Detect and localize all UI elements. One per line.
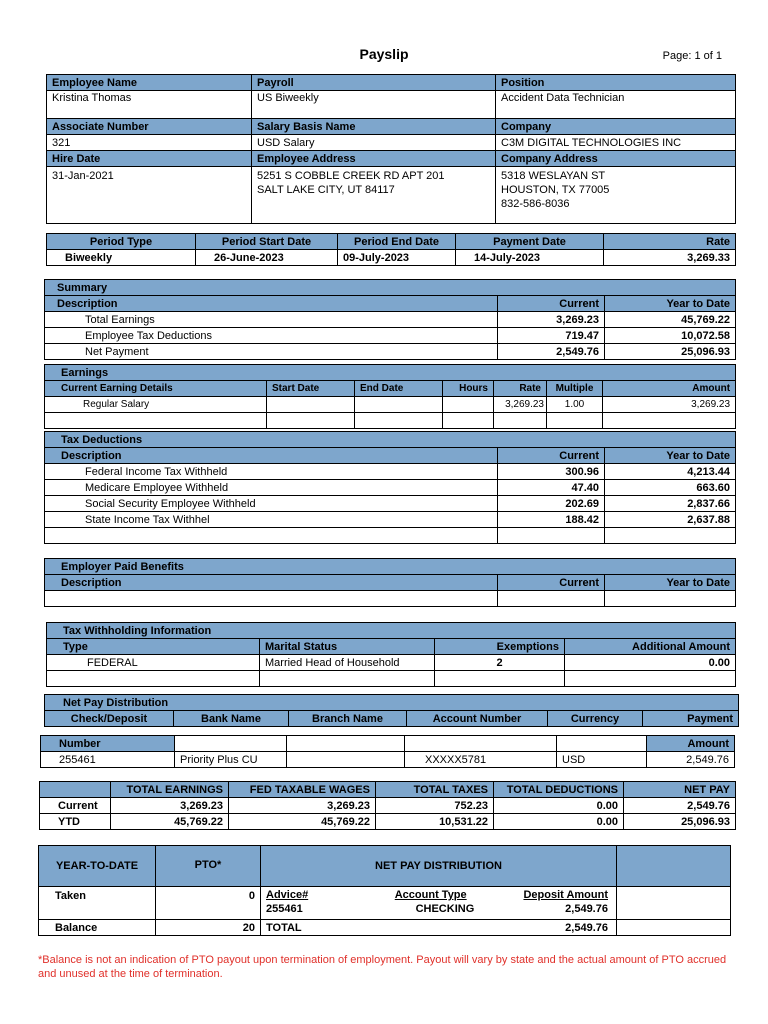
benefits-table [44,558,736,607]
period-start-header: Period Start Date [196,234,338,250]
withholding-exemptions-value: 2 [435,655,565,671]
summary-section-title: Summary [45,280,736,296]
company-address-line-1: 5318 WESLAYAN ST [501,170,606,182]
total-earnings-header: TOTAL EARNINGS [111,782,229,798]
total-taxes-header: TOTAL TAXES [376,782,494,798]
label-employee-address: Employee Address [252,151,496,167]
netpay-blank-cell [557,736,647,752]
total-deductions-header: TOTAL DEDUCTIONS [494,782,624,798]
withholding-exemptions-header: Exemptions [435,639,565,655]
label-associate-number: Associate Number [47,119,252,135]
summary-row-current: 719.47 [498,328,605,344]
earnings-start-header: Start Date [267,381,355,397]
tax-deductions-table [44,431,736,544]
period-start-value: 26-June-2023 [196,250,338,266]
period-end-value: 09-July-2023 [338,250,456,266]
period-end-header: Period End Date [338,234,456,250]
advice-header: Advice# [266,889,309,901]
period-type-value: Biweekly [47,250,196,266]
total-value: 2,549.76 [565,921,608,934]
employee-address-line-2: SALT LAKE CITY, UT 84117 [257,184,395,196]
ytd-pto-table [38,845,731,936]
totals-row-label: Current [40,798,111,814]
tax-row-current: 47.40 [498,480,605,496]
company-value: C3M DIGITAL TECHNOLOGIES INC [496,135,736,151]
distribution-details [261,887,617,920]
netpay-bank-value: Priority Plus CU [175,752,287,768]
ytd-blank-cell [617,887,731,920]
associate-number: 321 [47,135,252,151]
label-company: Company [496,119,736,135]
withholding-section-title: Tax Withholding Information [47,623,736,639]
benefits-section-title: Employer Paid Benefits [45,559,736,575]
pto-footnote: *Balance is not an indication of PTO payout upon termination of employment. Payout will vary by state and the actual amount of PTO accrued and unused at the time of termination. [38,954,727,980]
summary-row-label: Net Payment [45,344,498,360]
withholding-empty-cell [565,671,736,687]
netpay-currency-value: USD [557,752,647,768]
withholding-empty-cell [435,671,565,687]
tax-row-label: Federal Income Tax Withheld [45,464,498,480]
totals-deductions-value: 0.00 [494,814,624,830]
summary-row-current: 3,269.23 [498,312,605,328]
netpay-currency-header: Currency [548,711,643,727]
netpay-payment-value: 2,549.76 [647,752,735,768]
pto-header: PTO* [156,846,261,887]
tax-empty-cell [45,528,498,544]
tax-empty-cell [605,528,736,544]
netpay-blank-cell [287,736,405,752]
account-type-header: Account Type [394,889,467,901]
earnings-row-label: Regular Salary [45,397,267,413]
earnings-row-rate: 3,269.23 [494,397,547,413]
label-payroll: Payroll [252,75,496,91]
netpay-check-header: Check/Deposit [45,711,174,727]
totals-table [39,781,736,830]
earnings-details-header: Current Earning Details [45,381,267,397]
ytd-header: YEAR-TO-DATE [39,846,156,887]
tax-current-header: Current [498,448,605,464]
earnings-row-start [267,397,355,413]
summary-current-header: Current [498,296,605,312]
label-company-address: Company Address [496,151,736,167]
netpay-section-title: Net Pay Distribution [45,695,739,711]
position-value: Accident Data Technician [496,91,736,119]
tax-row-ytd: 2,637.88 [605,512,736,528]
withholding-marital-value: Married Head of Household [260,655,435,671]
tax-row-current: 202.69 [498,496,605,512]
withholding-type-header: Type [47,639,260,655]
netpay-branch-header: Branch Name [289,711,407,727]
company-address [496,167,736,224]
payment-date-value: 14-July-2023 [456,250,604,266]
earnings-amount-header: Amount [603,381,736,397]
netpay-detail-table [40,735,735,768]
totals-taxes-value: 10,531.22 [376,814,494,830]
payment-date-header: Payment Date [456,234,604,250]
benefits-current-header: Current [498,575,605,591]
benefits-empty-cell [605,591,736,607]
totals-earnings-value: 45,769.22 [111,814,229,830]
employee-name: Kristina Thomas [47,91,252,119]
netpay-blank-cell [405,736,557,752]
netpay-number-header: Number [41,736,175,752]
period-table [46,233,736,266]
tax-description-header: Description [45,448,498,464]
earnings-empty-cell [547,413,603,429]
netpay-account-value: XXXXX5781 [405,752,557,768]
tax-row-label: State Income Tax Withhel [45,512,498,528]
deposit-amount-value: 2,549.76 [565,903,608,915]
totals-net-pay-value: 25,096.93 [624,814,736,830]
company-address-line-2: HOUSTON, TX 77005 [501,184,610,196]
ytd-blank-cell [617,920,731,936]
summary-row-label: Total Earnings [45,312,498,328]
tax-ytd-header: Year to Date [605,448,736,464]
pto-taken-value: 0 [156,887,261,920]
earnings-empty-cell [603,413,736,429]
netpay-blank-cell [175,736,287,752]
withholding-additional-header: Additional Amount [565,639,736,655]
pto-taken-label: Taken [39,887,156,920]
label-position: Position [496,75,736,91]
employee-address-line-1: 5251 S COBBLE CREEK RD APT 201 [257,170,445,182]
page-number: Page: 1 of 1 [662,50,722,62]
payroll-value: US Biweekly [252,91,496,119]
rate-value: 3,269.33 [604,250,736,266]
netpay-payment-header: Payment [643,711,739,727]
totals-earnings-value: 3,269.23 [111,798,229,814]
summary-row-label: Employee Tax Deductions [45,328,498,344]
totals-row-label: YTD [40,814,111,830]
company-phone: 832-586-8036 [501,198,570,210]
netpay-number-value: 255461 [41,752,175,768]
distribution-total [261,920,617,936]
withholding-marital-header: Marital Status [260,639,435,655]
tax-row-ytd: 2,837.66 [605,496,736,512]
netpay-distribution-table [44,694,739,727]
account-type-value: CHECKING [415,903,475,915]
totals-deductions-value: 0.00 [494,798,624,814]
tax-row-current: 188.42 [498,512,605,528]
totals-corner-cell [40,782,111,798]
tax-row-ytd: 663.60 [605,480,736,496]
earnings-row-hours [443,397,494,413]
earnings-empty-cell [267,413,355,429]
total-label: TOTAL [266,921,302,934]
tax-section-title: Tax Deductions [45,432,736,448]
earnings-empty-cell [443,413,494,429]
tax-row-label: Social Security Employee Withheld [45,496,498,512]
withholding-table [46,622,736,687]
netpay-branch-value [287,752,405,768]
summary-table [44,279,736,360]
earnings-empty-cell [45,413,267,429]
tax-empty-cell [498,528,605,544]
salary-basis-value: USD Salary [252,135,496,151]
rate-header: Rate [604,234,736,250]
netpay-account-header: Account Number [407,711,548,727]
label-employee-name: Employee Name [47,75,252,91]
hire-date: 31-Jan-2021 [47,167,252,224]
earnings-table [44,364,736,429]
label-salary-basis: Salary Basis Name [252,119,496,135]
earnings-multiple-header: Multiple [547,381,603,397]
benefits-empty-cell [45,591,498,607]
period-type-header: Period Type [47,234,196,250]
net-pay-distribution-header: NET PAY DISTRIBUTION [261,846,617,887]
summary-row-ytd: 25,096.93 [605,344,736,360]
totals-net-pay-value: 2,549.76 [624,798,736,814]
tax-row-label: Medicare Employee Withheld [45,480,498,496]
tax-row-current: 300.96 [498,464,605,480]
summary-ytd-header: Year to Date [605,296,736,312]
withholding-type-value: FEDERAL [47,655,260,671]
page-title: Payslip [359,46,409,62]
earnings-rate-header: Rate [494,381,547,397]
net-pay-header: NET PAY [624,782,736,798]
benefits-empty-cell [498,591,605,607]
employee-address [252,167,496,224]
earnings-row-end [355,397,443,413]
withholding-additional-value: 0.00 [565,655,736,671]
earnings-hours-header: Hours [443,381,494,397]
summary-description-header: Description [45,296,498,312]
earnings-end-header: End Date [355,381,443,397]
summary-row-ytd: 45,769.22 [605,312,736,328]
benefits-ytd-header: Year to Date [605,575,736,591]
summary-row-ytd: 10,072.58 [605,328,736,344]
withholding-empty-cell [47,671,260,687]
benefits-description-header: Description [45,575,498,591]
ytd-blank-header [617,846,731,887]
pto-balance-value: 20 [156,920,261,936]
withholding-empty-cell [260,671,435,687]
totals-taxes-value: 752.23 [376,798,494,814]
label-hire-date: Hire Date [47,151,252,167]
summary-row-current: 2,549.76 [498,344,605,360]
totals-fed-taxable-value: 45,769.22 [229,814,376,830]
netpay-bank-header: Bank Name [174,711,289,727]
distribution-total-row [266,921,608,935]
distribution-headers [266,888,608,902]
earnings-empty-cell [355,413,443,429]
earnings-row-multiple: 1.00 [547,397,603,413]
deposit-amount-header: Deposit Amount [523,889,608,901]
employee-info-table [46,74,736,224]
earnings-row-amount: 3,269.23 [603,397,736,413]
pto-balance-label: Balance [39,920,156,936]
fed-taxable-header: FED TAXABLE WAGES [229,782,376,798]
earnings-section-title: Earnings [45,365,736,381]
earnings-empty-cell [494,413,547,429]
totals-fed-taxable-value: 3,269.23 [229,798,376,814]
netpay-amount-header: Amount [647,736,735,752]
advice-number: 255461 [266,903,303,915]
tax-row-ytd: 4,213.44 [605,464,736,480]
distribution-row [266,902,608,916]
